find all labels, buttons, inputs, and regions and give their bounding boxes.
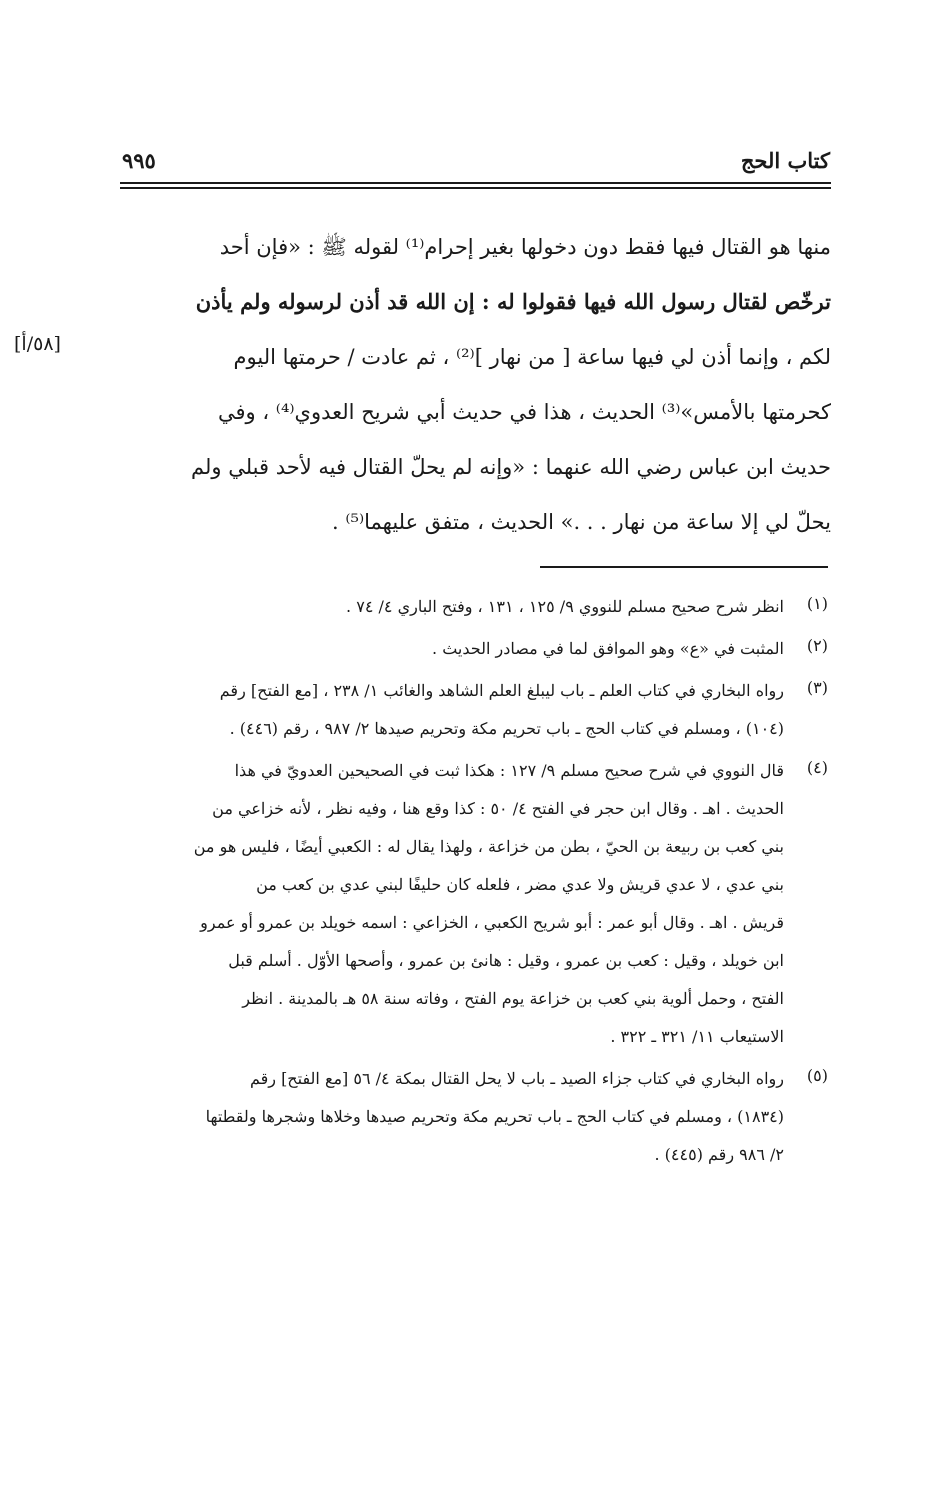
footnote-line: ٢/ ٩٨٦ رقم (٤٤٥) . — [654, 1145, 784, 1164]
footnote-number: (٥) — [806, 1066, 828, 1085]
footnote — [112, 630, 828, 668]
footnote — [112, 1060, 828, 1174]
footnote-number: (٢) — [806, 636, 828, 655]
footnotes — [112, 588, 828, 1178]
footnote-line: المثبت في «ع» وهو الموافق لما في مصادر الحديث . — [432, 639, 784, 658]
footnote — [112, 588, 828, 626]
main-text — [122, 222, 831, 552]
footnote-line: الفتح ، وحمل ألوية بني كعب بن خزاعة يوم الفتح ، وفاته سنة ٥٨ هـ بالمدينة . انظر — [242, 989, 784, 1008]
footnote-body — [112, 672, 784, 748]
main-text-line: حديث ابن عباس رضي الله عنهما : «وإنه لم يحلّ القتال فيه لأحد قبلي ولم — [191, 455, 831, 479]
footnote-body — [112, 630, 784, 668]
footnote-body — [112, 1060, 784, 1174]
footnote-body — [112, 588, 784, 626]
margin-reference: [٥٨/أ] — [14, 333, 61, 355]
main-text-line: لكم ، وإنما أذن لي فيها ساعة [ من نهار ]⁽²⁾ ، ثم عادت / حرمتها اليوم — [233, 345, 831, 369]
main-text-line: ترخّص لقتال رسول الله فيها فقولوا له : إن الله قد أذن لرسوله ولم يأذن — [195, 289, 831, 314]
main-text-line: كحرمتها بالأمس»⁽³⁾ الحديث ، هذا في حديث أبي شريح العدوي⁽⁴⁾ ، وفي — [217, 400, 831, 424]
header-rule-bottom — [120, 187, 831, 189]
footnote-body — [112, 752, 784, 1056]
footnote-line: قال النووي في شرح صحيح مسلم ٩/ ١٢٧ : هكذا ثبت في الصحيحين العدويّ في هذا — [234, 761, 784, 780]
footnote-line: الاستيعاب ١١/ ٣٢١ ـ ٣٢٢ . — [610, 1027, 784, 1046]
header-rule-top — [120, 182, 831, 184]
footnote-line: رواه البخاري في كتاب جزاء الصيد ـ باب لا يحل القتال بمكة ٤/ ٥٦ [مع الفتح] رقم — [249, 1069, 784, 1088]
footnote — [112, 752, 828, 1056]
footnote-line: بني كعب بن ربيعة بن الحيّ ، بطن من خزاعة ، ولهذا يقال له : الكعبي أيضًا ، فليس هو من — [193, 837, 784, 856]
footnote-line: قريش . اهـ . وقال أبو عمر : أبو شريح الكعبي ، الخزاعي : اسمه خويلد بن عمرو أو عمرو — [200, 913, 784, 932]
footnote-line: بني عدي ، لا عدي قريش ولا عدي مضر ، فلعله كان حليفًا لبني عدي بن كعب من — [256, 875, 784, 894]
running-header-title: كتاب الحج — [740, 148, 830, 173]
footnote-line: انظر شرح صحيح مسلم للنووي ٩/ ١٢٥ ، ١٣١ ، وفتح الباري ٤/ ٧٤ . — [346, 597, 784, 616]
footnote-number: (٣) — [806, 678, 828, 697]
main-text-line: منها هو القتال فيها فقط دون دخولها بغير إحرام⁽¹⁾ لقوله ﷺ : «فإن أحد — [219, 235, 831, 259]
footnote-line: رواه البخاري في كتاب العلم ـ باب ليبلغ العلم الشاهد والغائب ١/ ٢٣٨ ، [مع الفتح] رقم — [219, 681, 784, 700]
footnote-line: ابن خويلد ، وقيل : كعب بن عمرو ، وقيل : هانئ بن عمرو ، وأصحها الأوّل . أسلم قبل — [228, 951, 784, 970]
footnote-line: (١٠٤) ، ومسلم في كتاب الحج ـ باب تحريم مكة وتحريم صيدها ٢/ ٩٨٧ ، رقم (٤٤٦) . — [229, 719, 784, 738]
footnote-separator — [540, 566, 828, 568]
footnote-number: (٤) — [806, 758, 828, 777]
page-number: ٩٩٥ — [122, 148, 156, 173]
main-text-line: يحلّ لي إلا ساعة من نهار . . .» الحديث ، متفق عليهما⁽⁵⁾ . — [332, 510, 831, 534]
footnote-number: (١) — [806, 594, 828, 613]
footnote-line: الحديث . اهـ . وقال ابن حجر في الفتح ٤/ ٥٠ : كذا وقع هنا ، وفيه نظر ، لأنه خزاعي من — [212, 799, 784, 818]
footnote — [112, 672, 828, 748]
footnote-line: (١٨٣٤) ، ومسلم في كتاب الحج ـ باب تحريم مكة وتحريم صيدها وخلاها وشجرها ولقطتها — [205, 1107, 784, 1126]
